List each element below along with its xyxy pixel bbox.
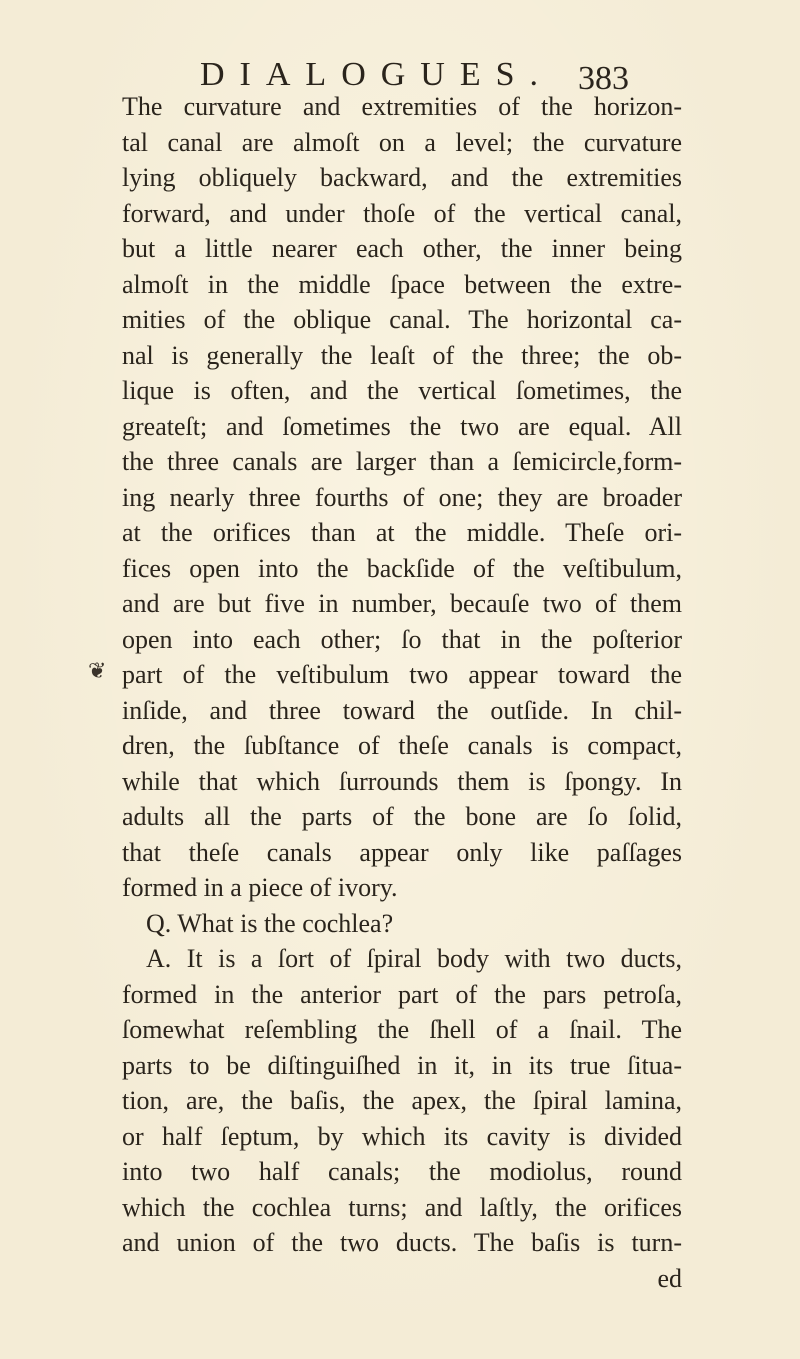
- text-line: fices open into the backſide of the veſtibulum,: [122, 553, 682, 583]
- page-number: 383: [578, 60, 629, 97]
- text-line: forward, and under thoſe of the vertical canal,: [122, 198, 682, 228]
- question-line: Q. What is the cochlea?: [146, 908, 394, 938]
- text-line: part of the veſtibulum two appear toward the: [122, 660, 682, 689]
- text-line: nal is generally the leaſt of the three; the ob-: [122, 340, 682, 370]
- text-line: lique is often, and the vertical ſometimes, the: [122, 376, 682, 405]
- text-line: and union of the two ducts. The baſis is turn-: [122, 1228, 682, 1257]
- text-line: and are but five in number, becauſe two of them: [122, 589, 682, 618]
- text-line: ing nearly three fourths of one; they are broader: [122, 482, 682, 512]
- catchword: ed: [657, 1263, 682, 1293]
- text-line: lying obliquely backward, and the extremities: [122, 163, 682, 192]
- running-title: DIALOGUES.: [200, 56, 554, 93]
- text-line: adults all the parts of the bone are ſo ſolid,: [122, 802, 682, 831]
- text-line: tion, are, the baſis, the apex, the ſpiral lamina,: [122, 1086, 682, 1115]
- text-line: formed in a piece of ivory.: [122, 873, 398, 902]
- text-line: The curvature and extremities of the horizon-: [122, 92, 682, 121]
- text-line: parts to be diſtinguiſhed in it, in its true ſitua-: [122, 1050, 682, 1080]
- text-line: at the orifices than at the middle. Theſe ori-: [122, 518, 682, 547]
- text-line: that theſe canals appear only like paſſages: [122, 837, 682, 867]
- answer-line: A. It is a ſort of ſpiral body with two ducts,: [146, 944, 682, 973]
- printer-ornament: ❦: [88, 658, 107, 683]
- text-line: almoſt in the middle ſpace between the extre-: [122, 269, 682, 299]
- text-line: dren, the ſubſtance of theſe canals is compact,: [122, 731, 682, 760]
- text-line: while that which ſurrounds them is ſpongy. In: [122, 766, 682, 796]
- text-line: inſide, and three toward the outſide. In chil-: [122, 695, 682, 725]
- text-line: formed in the anterior part of the pars petroſa,: [122, 979, 682, 1009]
- text-line: which the cochlea turns; and laſtly, the orifices: [122, 1192, 682, 1222]
- text-line: greateſt; and ſometimes the two are equal. All: [122, 411, 682, 441]
- text-line: tal canal are almoſt on a level; the curvature: [122, 127, 682, 157]
- text-line: open into each other; ſo that in the poſterior: [122, 624, 682, 654]
- text-line: ſomewhat reſembling the ſhell of a ſnail. The: [122, 1015, 682, 1044]
- text-line: into two half canals; the modiolus, round: [122, 1157, 682, 1186]
- text-line: the three canals are larger than a ſemicircle,form-: [122, 447, 682, 476]
- text-line: but a little nearer each other, the inner being: [122, 234, 682, 263]
- body-text: [122, 89, 682, 1296]
- text-line: mities of the oblique canal. The horizontal ca-: [122, 305, 682, 334]
- text-line: or half ſeptum, by which its cavity is divided: [122, 1121, 682, 1151]
